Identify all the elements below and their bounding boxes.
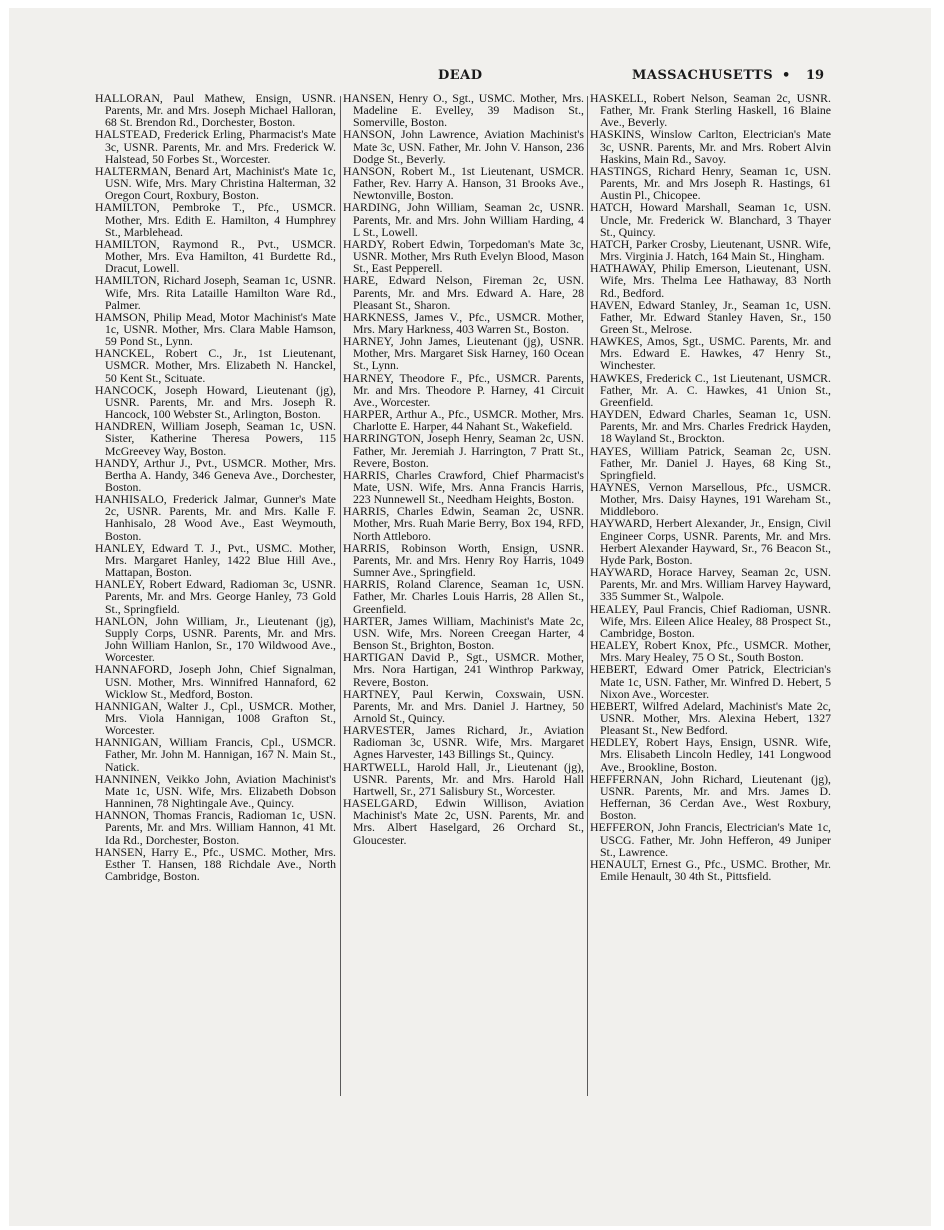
record-entry	[95, 420, 336, 456]
entry-surname: HAWKES,	[590, 370, 643, 385]
entry-details: David P., Sgt., USMCR. Mother, Mrs. Nora Hartigan, 241 Winthrop Parkway, Revere, Boston.	[353, 650, 584, 689]
record-entry	[343, 372, 584, 408]
entry-details: Arthur A., Pfc., USMCR. Mother, Mrs. Charlotte E. Harper, 44 Nahant St., Wakefield.	[353, 407, 584, 434]
entry-details: Benard Art, Machinist's Mate 1c, USN. Wife, Mrs. Mary Christina Halterman, 32 Oregon Court, Roxbury, Boston.	[105, 163, 336, 203]
entry-details: Edward Omer Patrick, Electrician's Mate 1c, USN. Father, Mr. Winfred D. Hebert, 5 Nixon Ave., Worcester.	[600, 662, 832, 701]
entry-details: William Joseph, Seaman 1c, USN. Sister, Katherine Theresa Powers, 115 McGreevey Way, Boston.	[105, 419, 336, 458]
page-number: 19	[806, 68, 825, 83]
entry-details: Winslow Carlton, Electrician's Mate 3c, USNR. Parents, Mr. and Mrs. Robert Alvin Haskins, Main Rd., Savoy.	[600, 127, 831, 166]
entry-surname: HAMILTON,	[95, 200, 160, 215]
entry-surname: HARTWELL,	[343, 759, 411, 774]
record-entry	[590, 299, 831, 335]
entry-details: Pembroke T., Pfc., USMCR. Mother, Mrs. Edith E. Hamilton, 4 Humphrey St., Marblehead.	[105, 200, 337, 239]
entry-details: Ernest G., Pfc., USMC. Brother, Mr. Emile Henault, 30 4th St., Pittsfield.	[600, 856, 831, 883]
entry-details: Edward Charles, Seaman 1c, USN. Parents, Mr. and Mrs. Charles Fredrick Hayden, 18 Wayland St., Brockton.	[600, 407, 831, 446]
entry-surname: HARRIS,	[343, 504, 390, 519]
entry-surname: HAYNES,	[590, 480, 640, 494]
record-entry	[343, 578, 584, 614]
column-1	[95, 92, 336, 882]
entry-details: Walter J., Cpl., USMCR. Mother, Mrs. Viola Hannigan, 1008 Grafton St., Worcester.	[105, 698, 336, 738]
record-entry	[590, 201, 831, 237]
entry-surname: HAMSON,	[95, 309, 150, 324]
record-entry	[95, 457, 336, 493]
record-entry	[343, 469, 584, 505]
entry-details: Arthur J., Pvt., USMCR. Mother, Mrs. Bertha A. Handy, 346 Geneva Ave., Dorchester, Boston.	[105, 455, 336, 494]
entry-details: Robert M., 1st Lieutenant, USMCR. Father, Rev. Harry A. Hanson, 31 Brooks Ave., Newtonville, Boston.	[353, 163, 584, 203]
entry-surname: HARPER,	[343, 407, 393, 422]
column-divider	[340, 96, 341, 1096]
entry-surname: HEBERT,	[590, 698, 638, 713]
entry-surname: HARDY,	[343, 236, 387, 251]
record-entry	[590, 165, 831, 201]
entry-details: James V., Pfc., USMCR. Mother, Mrs. Mary Harkness, 403 Warren St., Boston.	[353, 309, 584, 336]
entry-surname: HATCH,	[590, 200, 633, 215]
entry-details: Edwin Willison, Aviation Machinist's Mate 2c, USN. Parents, Mr. and Mrs. Albert Haselgard, 26 Orchard St., Gloucester.	[353, 796, 584, 847]
entry-surname: HAYWARD,	[590, 565, 653, 580]
entry-details: Amos, Sgt., USMC. Parents, Mr. and Mrs. Edward E. Hawkes, 47 Henry St., Winchester.	[600, 334, 831, 373]
record-entry	[343, 542, 584, 578]
record-entry	[590, 92, 831, 128]
entry-surname: HARE,	[343, 273, 379, 288]
entry-surname: HANLON,	[95, 613, 148, 628]
entry-details: Henry O., Sgt., USMC. Mother, Mrs. Madeline E. Evelley, 39 Madison St., Somerville, Boston.	[353, 91, 584, 130]
record-entry	[343, 797, 584, 846]
column-3	[590, 92, 831, 882]
entry-surname: HANCKEL,	[95, 346, 155, 361]
record-entry	[590, 481, 831, 517]
entry-details: Robert Nelson, Seaman 2c, USNR. Father, Mr. Frank Sterling Haskell, 16 Blaine Ave., Beverly.	[600, 91, 831, 130]
entry-details: James William, Machinist's Mate 2c, USN. Wife, Mrs. Noreen Creegan Harter, 4 Benson St., Brighton, Boston.	[353, 613, 584, 653]
entry-details: Thomas Francis, Radioman 1c, USN. Parents, Mr. and Mrs. William Hannon, 41 Mt. Ida Rd., Dorchester, Boston.	[105, 808, 336, 847]
record-entry	[590, 858, 831, 882]
entry-surname: HENAULT,	[590, 856, 647, 871]
entry-surname: HANCOCK,	[95, 382, 157, 397]
entry-details: Vernon Marsellous, Pfc., USMCR. Mother, Mrs. Daisy Haynes, 191 Wareham St., Middleboro.	[600, 480, 831, 519]
entry-surname: HANDY,	[95, 455, 140, 470]
record-entry	[95, 274, 336, 310]
record-entry	[343, 761, 584, 797]
record-entry	[343, 432, 584, 468]
page-header	[0, 68, 944, 88]
entry-surname: HAYDEN,	[590, 407, 642, 422]
record-entry	[590, 128, 831, 164]
entry-surname: HEDLEY,	[590, 735, 639, 750]
entry-surname: HARVESTER,	[343, 723, 415, 738]
entry-surname: HAMILTON,	[95, 273, 160, 288]
record-entry	[590, 603, 831, 639]
record-entry	[590, 663, 831, 699]
entry-surname: HARDING,	[343, 200, 401, 215]
record-entry	[343, 311, 584, 335]
record-entry	[590, 262, 831, 298]
record-entry	[95, 773, 336, 809]
record-entry	[590, 700, 831, 736]
entry-surname: HAVEN,	[590, 297, 633, 312]
entry-surname: HANNAFORD,	[95, 662, 173, 677]
entry-details: Wilfred Adelard, Machinist's Mate 2c, USNR. Mother, Mrs. Alexina Hebert, 1327 Pleasant St., New Bedford.	[600, 698, 831, 738]
entry-details: Charles Edwin, Seaman 2c, USNR. Mother, Mrs. Ruah Marie Berry, Box 194, RFD, North Attleboro.	[353, 504, 584, 543]
entry-details: John Lawrence, Aviation Machinist's Mate 3c, USN. Father, Mr. John V. Hanson, 236 Dodge St., Beverly.	[353, 127, 584, 166]
record-entry	[95, 238, 336, 274]
entry-details: Parker Crosby, Lieutenant, USNR. Wife, Mrs. Virginia J. Hatch, 164 Main St., Hingham.	[600, 236, 832, 264]
entry-details: Joseph Henry, Seaman 2c, USN. Father, Mr. Jeremiah J. Harrington, 7 Pratt St., Revere, Boston.	[353, 431, 584, 470]
record-entry	[343, 335, 584, 371]
entry-surname: HANSON,	[343, 127, 396, 142]
record-entry	[590, 773, 831, 822]
record-entry	[95, 493, 336, 542]
entry-details: John Richard, Lieutenant (jg), USNR. Parents, Mr. and Mrs. James D. Heffernan, 36 Cerdan Ave., West Roxbury, Boston.	[600, 771, 831, 823]
record-entry	[95, 128, 336, 164]
entry-surname: HANNIGAN,	[95, 735, 162, 750]
record-entry	[590, 517, 831, 566]
record-entry	[95, 578, 336, 614]
entry-surname: HANNON,	[95, 808, 150, 823]
entry-details: Horace Harvey, Seaman 2c, USN. Parents, Mr. and Mrs. William Harvey Hayward, 335 Summer St., Walpole.	[600, 565, 831, 604]
entry-surname: HARTER,	[343, 613, 393, 628]
record-entry	[343, 165, 584, 201]
entry-surname: HALLORAN,	[95, 91, 163, 105]
entry-details: Robert Edwin, Torpedoman's Mate 3c, USNR. Mother, Mrs Ruth Evelyn Blood, Mason St., East Pepperell.	[353, 236, 584, 276]
entry-details: Robert Knox, Pfc., USMCR. Mother, Mrs. Mary Healey, 75 O St., South Boston.	[600, 638, 831, 665]
state-title: MASSACHUSETTS	[632, 68, 774, 83]
entry-details: William Francis, Cpl., USMCR. Father, Mr. John M. Hannigan, 167 N. Main St., Natick.	[105, 735, 336, 774]
entry-surname: HARNEY,	[343, 370, 394, 385]
record-entry	[343, 505, 584, 541]
entry-surname: HASKINS,	[590, 127, 645, 142]
record-entry	[590, 238, 831, 262]
entry-details: Charles Crawford, Chief Pharmacist's Mate, USN. Wife, Mrs. Anna Francis Harris, 223 Nunnewell St., Needham Heights, Boston.	[353, 467, 584, 507]
entry-surname: HEALEY,	[590, 638, 639, 653]
column-2	[343, 92, 584, 846]
record-entry	[343, 408, 584, 432]
record-entry	[343, 274, 584, 310]
entry-details: Joseph John, Chief Signalman, USN. Mother, Mrs. Winnifred Hannaford, 62 Wicklow St., Medford, Boston.	[105, 662, 336, 701]
entry-surname: HASELGARD,	[343, 796, 418, 811]
entry-details: Frederick Erling, Pharmacist's Mate 3c, USNR. Parents, Mr. and Mrs. Frederick W. Halstead, 50 Forbes St., Worcester.	[105, 127, 337, 166]
record-entry	[590, 639, 831, 663]
record-entry	[95, 700, 336, 736]
record-entry	[95, 736, 336, 772]
entry-surname: HAMILTON,	[95, 236, 160, 251]
entry-surname: HANHISALO,	[95, 492, 167, 507]
entry-details: Philip Emerson, Lieutenant, USN. Wife, Mrs. Thelma Lee Hathaway, 83 North Rd., Bedford.	[600, 261, 831, 300]
entry-details: Roland Clarence, Seaman 1c, USN. Father, Mr. Charles Louis Harris, 28 Allen St., Greenfield.	[353, 577, 585, 616]
entry-details: John James, Lieutenant (jg), USNR. Mother, Mrs. Margaret Sisk Harney, 160 Ocean St., Lynn.	[353, 334, 584, 373]
entry-surname: HEFFERON,	[590, 820, 654, 835]
entry-details: Paul Francis, Chief Radioman, USNR. Wife, Mrs. Eileen Alice Healey, 88 Prospect St., Cambridge, Boston.	[600, 601, 832, 640]
entry-details: Richard Henry, Seaman 1c, USN. Parents, Mr. and Mrs Joseph R. Hastings, 61 Austin Pl., Chicopee.	[600, 163, 831, 203]
record-entry	[343, 92, 584, 128]
entry-surname: HANNIGAN,	[95, 698, 162, 713]
entry-surname: HANDREN,	[95, 419, 156, 434]
entry-details: Edward Nelson, Fireman 2c, USN. Parents, Mr. and Mrs. Edward A. Hare, 28 Pleasant St., Sharon.	[353, 273, 584, 312]
section-title: DEAD	[438, 68, 483, 83]
column-divider	[587, 96, 588, 1096]
entry-details: Howard Marshall, Seaman 1c, USN. Uncle, Mr. Frederick W. Blanchard, 3 Thayer St., Quincy.	[600, 200, 832, 239]
record-entry	[95, 809, 336, 845]
entry-details: John William, Jr., Lieutenant (jg), Supply Corps, USNR. Parents, Mr. and Mrs. John William Hanlon, Sr., 170 Wildwood Ave., Worcester.	[105, 613, 336, 665]
entry-details: Richard Joseph, Seaman 1c, USNR. Wife, Mrs. Rita Lataille Hamilton Ware Rd., Palmer.	[105, 273, 336, 312]
entry-surname: HANSON,	[343, 163, 396, 178]
entry-details: Edward Stanley, Jr., Seaman 1c, USN. Father, Mr. Edward Stanley Haven, Sr., 150 Green St., Melrose.	[600, 297, 832, 336]
entry-surname: HANSEN,	[95, 844, 146, 859]
entry-details: Frederick Jalmar, Gunner's Mate 2c, USNR. Parents, Mr. and Mrs. Kalle F. Hanhisalo, 28 Wood Ave., East Weymouth, Boston.	[105, 492, 336, 543]
entry-details: Herbert Alexander, Jr., Ensign, Civil Engineer Corps, USNR. Parents, Mr. and Mrs. Herbert Alexander Hayward, Sr., 76 Beacon St., Hyde Park, Boston.	[600, 516, 831, 567]
entry-surname: HARNEY,	[343, 334, 394, 349]
entry-surname: HARTIGAN	[343, 650, 404, 665]
entry-surname: HAYWARD,	[590, 516, 653, 531]
entry-details: Harry E., Pfc., USMC. Mother, Mrs. Esther T. Hansen, 188 Richdale Ave., North Cambridge, Boston.	[105, 844, 336, 883]
record-entry	[95, 663, 336, 699]
entry-surname: HANSEN,	[343, 91, 394, 105]
record-entry	[590, 736, 831, 772]
entry-surname: HANNINEN,	[95, 771, 161, 786]
entry-surname: HATHAWAY,	[590, 261, 657, 276]
header-bullet: •	[782, 68, 791, 83]
entry-surname: HATCH,	[590, 236, 633, 251]
entry-details: Robinson Worth, Ensign, USNR. Parents, Mr. and Mrs. Henry Roy Harris, 1049 Sumner Ave., Springfield.	[353, 540, 584, 580]
entry-surname: HAYES,	[590, 443, 632, 458]
record-entry	[590, 821, 831, 857]
record-entry	[95, 165, 336, 201]
entry-surname: HARTNEY,	[343, 686, 401, 701]
entry-details: Raymond R., Pvt., USMCR. Mother, Mrs. Eva Hamilton, 41 Burdette Rd., Dracut, Lowell.	[105, 236, 336, 276]
record-entry	[95, 384, 336, 420]
entry-details: Veikko John, Aviation Machinist's Mate 1c, USN. Wife, Mrs. Elizabeth Dobson Hanninen, 78 Nightingale Ave., Quincy.	[105, 771, 336, 811]
entry-surname: HALSTEAD,	[95, 127, 161, 142]
entry-surname: HASTINGS,	[590, 163, 652, 178]
record-entry	[95, 311, 336, 347]
entry-details: Philip Mead, Motor Machinist's Mate 1c, USNR. Mother, Mrs. Clara Mable Hamson, 59 Pond St., Lynn.	[105, 309, 336, 349]
record-entry	[95, 615, 336, 664]
entry-surname: HANLEY,	[95, 577, 145, 592]
entry-details: Theodore F., Pfc., USMCR. Parents, Mr. and Mrs. Theodore P. Harney, 41 Circuit Ave., Worcester.	[353, 370, 584, 409]
record-entry	[590, 566, 831, 602]
entry-details: Frederick C., 1st Lieutenant, USMCR. Father, Mr. A. C. Hawkes, 41 Union St., Greenfield.	[600, 370, 831, 409]
entry-surname: HEFFERNAN,	[590, 771, 663, 786]
record-entry	[343, 688, 584, 724]
entry-surname: HANLEY,	[95, 540, 145, 555]
entry-surname: HEALEY,	[590, 601, 639, 616]
entry-details: John Francis, Electrician's Mate 1c, USCG. Father, Mr. John Hefferon, 49 Juniper St., Lawrence.	[600, 820, 831, 859]
entry-details: Edward T. J., Pvt., USMC. Mother, Mrs. Margaret Hanley, 1422 Blue Hill Ave., Mattapan, Boston.	[105, 540, 337, 580]
entry-details: Robert Hays, Ensign, USNR. Wife, Mrs. Elisabeth Lincoln Hedley, 141 Longwood Ave., Brookline, Boston.	[600, 735, 831, 774]
entry-surname: HEBERT,	[590, 662, 638, 677]
entry-details: Paul Kerwin, Coxswain, USN. Parents, Mr. and Mrs. Daniel J. Hartney, 50 Arnold St., Quincy.	[353, 686, 584, 725]
record-entry	[343, 238, 584, 274]
entry-details: Paul Mathew, Ensign, USNR. Parents, Mr. and Mrs. Joseph Michael Halloran, 68 St. Brendon Rd., Dorchester, Boston.	[105, 91, 337, 130]
entry-details: Harold Hall, Jr., Lieutenant (jg), USNR. Parents, Mr. and Mrs. Harold Hall Hartwell, Sr., 271 Salisbury St., Worcester.	[353, 759, 584, 798]
entry-details: Robert C., Jr., 1st Lieutenant, USMCR. Mother, Mrs. Elizabeth N. Hanckel, 50 Kent St., Scituate.	[105, 346, 336, 385]
record-entry	[95, 347, 336, 383]
entry-details: John William, Seaman 2c, USNR. Parents, Mr. and Mrs. John William Harding, 4 L St., Lowell.	[353, 200, 584, 239]
entry-surname: HARKNESS,	[343, 309, 409, 324]
entry-surname: HASKELL,	[590, 91, 647, 105]
record-entry	[95, 92, 336, 128]
entry-surname: HARRINGTON,	[343, 431, 424, 446]
record-entry	[590, 335, 831, 371]
entry-details: James Richard, Jr., Aviation Radioman 3c, USNR. Wife, Mrs. Margaret Agnes Harvester, 143 Billings St., Quincy.	[353, 723, 584, 762]
entry-surname: HAWKES,	[590, 334, 643, 349]
record-entry	[343, 201, 584, 237]
entry-surname: HARRIS,	[343, 577, 390, 592]
record-entry	[590, 445, 831, 481]
record-entry	[95, 542, 336, 578]
entry-surname: HARRIS,	[343, 540, 390, 555]
record-entry	[590, 408, 831, 444]
entry-details: William Patrick, Seaman 2c, USN. Father, Mr. Daniel J. Hayes, 68 King St., Springfield.	[600, 443, 831, 482]
entry-surname: HALTERMAN,	[95, 163, 171, 178]
record-entry	[343, 651, 584, 687]
entry-details: Robert Edward, Radioman 3c, USNR. Parents, Mr. and Mrs. George Hanley, 73 Gold St., Springfield.	[105, 577, 336, 616]
record-entry	[95, 846, 336, 882]
record-entry	[95, 201, 336, 237]
record-entry	[343, 615, 584, 651]
record-entry	[343, 724, 584, 760]
entry-details: Joseph Howard, Lieutenant (jg), USNR. Parents, Mr. and Mrs. Joseph R. Hancock, 100 Webster St., Arlington, Boston.	[105, 382, 336, 422]
entry-surname: HARRIS,	[343, 467, 390, 482]
record-entry	[590, 372, 831, 408]
record-entry	[343, 128, 584, 164]
